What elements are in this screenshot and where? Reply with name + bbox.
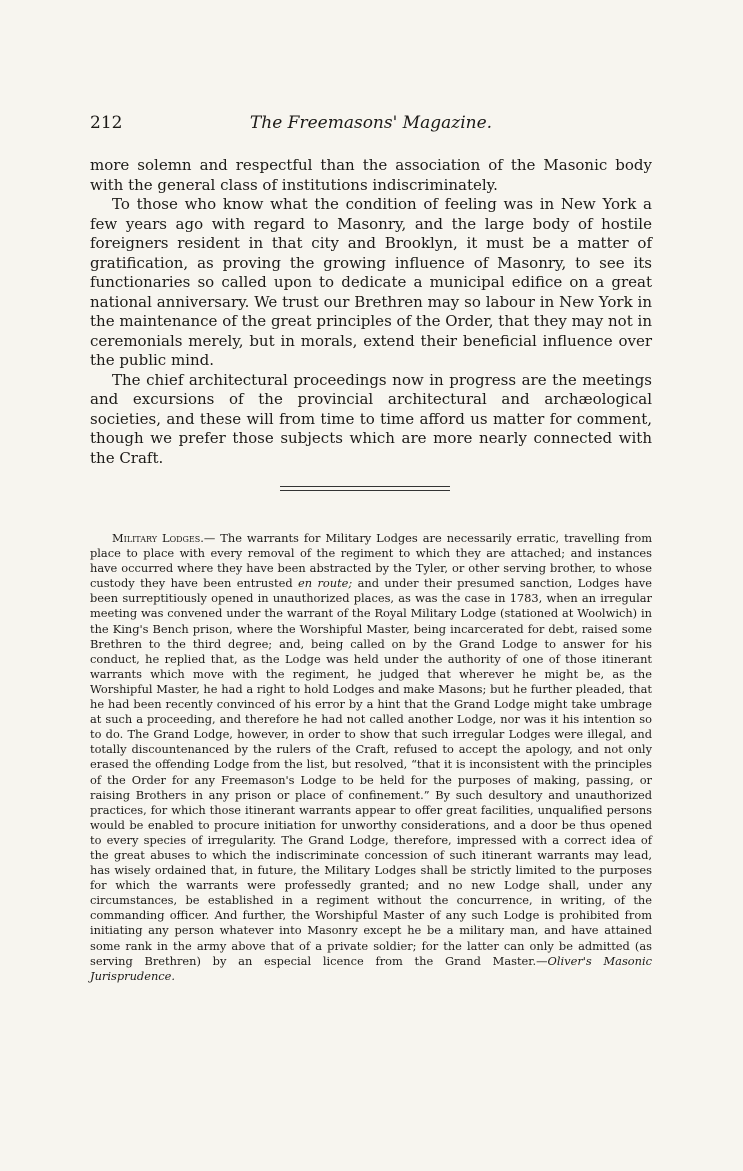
paragraph-architectural: The chief architectural proceedings now in progress are the meetings and excursions of the provincial architectural and archæological societies, and these will from time to time afford us matter for comment, though we prefer those subjects which are more nearly connected with the Craft. [90, 370, 652, 467]
note-source: Oliver's Masonic Jurisprudence. [90, 953, 653, 983]
note-text-part-2: and under their presumed sanction, Lodges have been surreptitiously opened in unauthorized places, as was the case in 1783, when an irregular meeting was convened under the warrant of the Royal Military Lodge (stationed at Woolwich) in the King's Bench prison, where the Worshipful Master, being incarcerated for debt, raised some Brethren to the third degree; and, being called on by the Grand Lodge to answer for his conduct, he replied that, as the Lodge was held under the authority of one of those itinerant warrants which move with the regiment, he judged that wherever he might be, as the Worshipful Master, he had a right to hold Lodges and make Masons; but he further pleaded, that he had been recently convinced of his error by a hint that the Grand Lodge might take umbrage at such a proceeding, and therefore he had not called another Lodge, nor was it his intention so to do. The Grand Lodge, however, in order to show that such irregular Lodges were illegal, and totally discountenanced by the rulers of the Craft, refused to accept the apology, and not only erased the offending Lodge from the list, but resolved, “that it is inconsistent with the principles of the Order for any Freemason's Lodge to be held for the purposes of making, passing, or raising Brothers in any prison or place of confinement.” By such desultory and unauthorized practices, for which those itinerant warrants appear to offer great facilities, unqualified persons would be enabled to procure initiation for unworthy considerations, and a door be thus opened to every species of irregularity. The Grand Lodge, therefore, impressed with a correct idea of the great abuses to which the indiscriminate concession of such itinerant warrants may lead, has wisely ordained that, in future, the Military Lodges shall be strictly limited to the purposes for which the warrants were professedly granted; and no new Lodge shall, under any circumstances, be established in a regiment without the concurrence, in writing, of the commanding officer. And further, the Worshipful Master of any such Lodge is prohibited from initiating any person whatever into Masonry except he be a military man, and have attained some rank in the army above that of a private soldier; for the latter can only be admitted (as serving Brethren) by an especial licence from the Grand Master.— [90, 576, 652, 968]
military-lodges-note [90, 531, 652, 984]
section-divider-top [280, 486, 450, 487]
page-header [90, 113, 652, 139]
paragraph-new-york: To those who know what the condition of feeling was in New York a few years ago with regard to Masonry, and the large body of hostile foreigners resident in that city and Brooklyn, it must be a matter of gratification, as proving the growing influence of Masonry, to see its functionaries so called upon to dedicate a municipal edifice on a great national anniversary. We trust our Brethren may so labour in New York in the maintenance of the great principles of the Order, that they may not in ceremonials merely, but in morals, extend their beneficial influence over the public mind. [90, 195, 652, 369]
note-en-route: en route; [298, 576, 353, 591]
running-title: The Freemasons' Magazine. [249, 113, 493, 133]
military-lodges-text [90, 531, 652, 984]
page-number: 212 [90, 113, 123, 133]
note-text-part-1: — The warrants for Military Lodges are necessarily erratic, travelling from place to place with every removal of the regiment to which they are attached; and instances have occurred where they have been abstracted by the Tyler, or other serving brother, to whose custody they have been entrusted [90, 531, 652, 591]
note-heading: Military Lodges. [112, 531, 204, 545]
paragraph-continuation: more solemn and respectful than the association of the Masonic body with the general class of institutions indiscriminately. [90, 156, 652, 194]
main-text [90, 156, 652, 468]
section-divider-bottom [280, 490, 450, 491]
